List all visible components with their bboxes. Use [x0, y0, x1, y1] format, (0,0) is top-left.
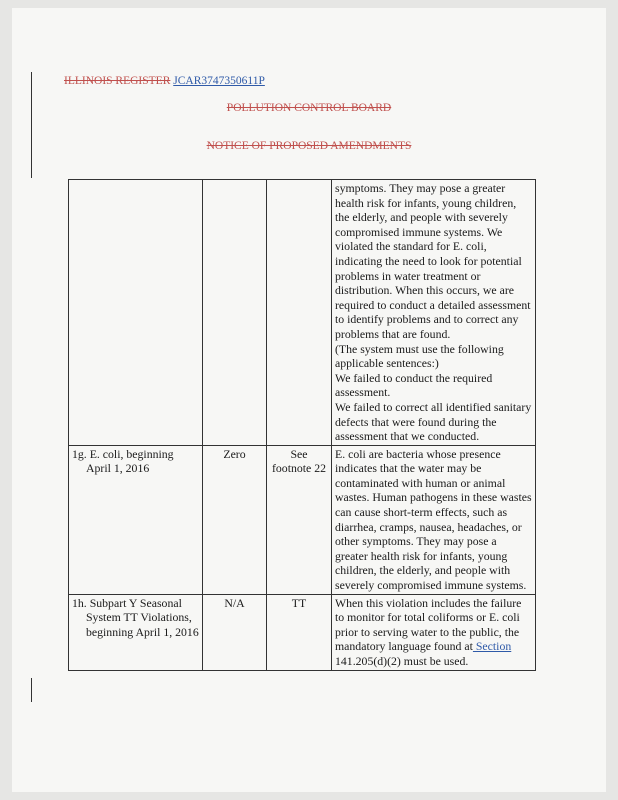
contaminant-cell: 1g. E. coli, beginning April 1, 2016	[69, 445, 203, 594]
contaminant-cell	[69, 180, 203, 446]
table-row	[69, 594, 536, 670]
table-row	[69, 445, 536, 594]
mclg-cell: Zero	[203, 445, 267, 594]
register-inserted-code: JCAR3747350611P	[173, 75, 265, 87]
table-row	[69, 180, 536, 446]
instruction-text: (The system must use the following applicable sentences:)	[335, 341, 504, 371]
revision-bar-top	[31, 72, 32, 178]
assessment-sentence: We failed to conduct the required assessment.	[335, 370, 493, 400]
register-header	[64, 75, 265, 87]
mclg-cell: N/A	[203, 594, 267, 670]
health-effects-cell	[332, 180, 536, 446]
register-struck-text: ILLINOIS REGISTER	[64, 75, 171, 87]
mclg-cell	[203, 180, 267, 446]
health-effects-cell	[332, 594, 536, 670]
mcl-cell: TT	[267, 594, 332, 670]
mandatory-language-text: When this violation includes the failure to monitor for total coliforms or E. coli prior to serving water to the public, the mandatory language found at	[335, 595, 522, 654]
sanitary-defects-sentence: We failed to correct all identified sanitary defects that were found during the assessment that we conducted.	[335, 399, 532, 444]
section-link[interactable]: Section	[472, 639, 512, 654]
health-effects-text: symptoms. They may pose a greater health risk for infants, young children, the elderly, and people with severely compromised immune systems. We violated the standard for E. coli, indicating the need to look for potential problems in water treatment or distribution. When this occurs, we are required to conduct a detailed assessment to identify problems and to correct any problems that are found.	[335, 181, 531, 341]
mcl-cell	[267, 180, 332, 446]
board-header: POLLUTION CONTROL BOARD	[226, 102, 392, 114]
section-citation: 141.205(d)(2) must be used.	[335, 654, 469, 668]
contaminant-cell: 1h. Subpart Y Seasonal System TT Violations, beginning April 1, 2016	[69, 594, 203, 670]
notice-header: NOTICE OF PROPOSED AMENDMENTS	[206, 140, 412, 152]
contaminant-table	[68, 179, 536, 671]
health-effects-cell: E. coli are bacteria whose presence indicates that the water may be contaminated with human or animal wastes. Human pathogens in these wastes can cause short-term effects, such as diarrhea, cramps, nausea, headaches, or other symptoms. They may pose a greater health risk for infants, young children, the elderly, and people with severely compromised immune systems.	[332, 445, 536, 594]
revision-bar-bottom	[31, 678, 32, 702]
mcl-cell: See footnote 22	[267, 445, 332, 594]
